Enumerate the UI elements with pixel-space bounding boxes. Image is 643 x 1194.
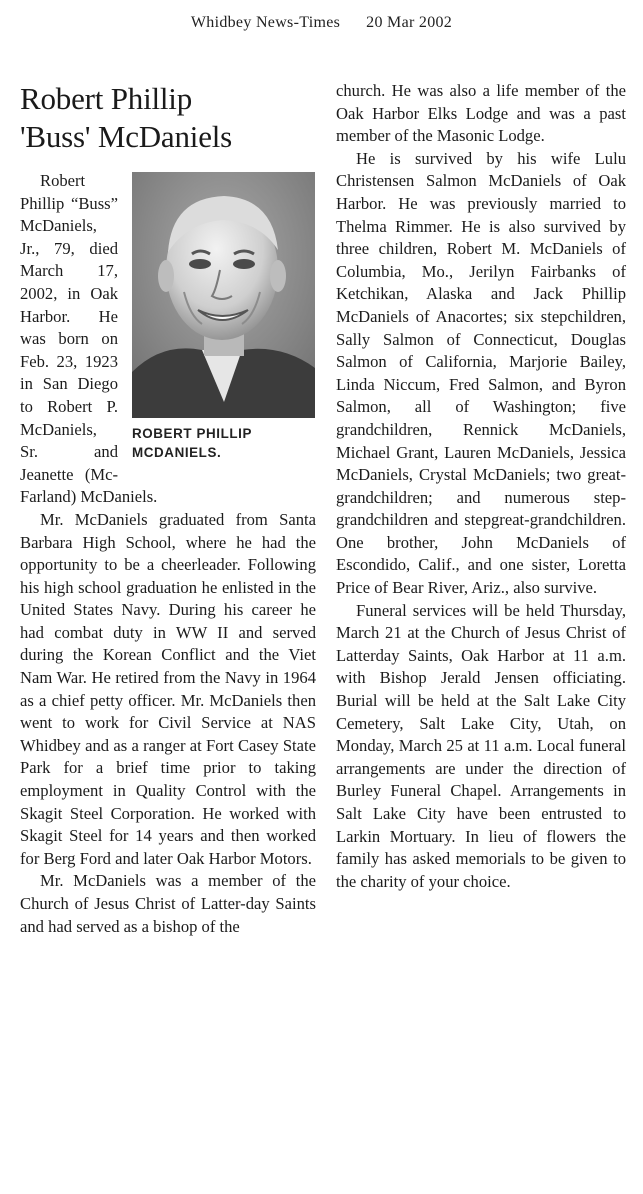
obituary-headline [20, 80, 316, 156]
body-paragraph: Robert Phillip “Buss” McDaniels, Jr., 79, died March 17, 2002, in Oak Harbor. He was born on Feb. 23, 1923 in San Diego to Robert P. McDaniels, Sr. and Jeanette (McFarland) McDaniels. [20, 171, 158, 507]
article-column-left [20, 80, 316, 938]
body-paragraph: Funeral services will be held Thursday, March 21 at the Church of Jesus Christ of Latterday Saints, Oak Harbor at 11 a.m. with Bishop Jerald Jensen officiating. Burial will be held at the Salt Lake City Cemetery, Salt Lake City, Utah, on Monday, March 25 at 11 a.m. Local funeral arrangements are under the direction of Burley Funeral Chapel. Arrangements in Salt Lake City have been entrusted to Larkin Mortuary. In lieu of flowers the family has asked memorials to be given to the charity of your choice. [336, 600, 626, 891]
photo-caption [128, 424, 320, 462]
article-column-right [336, 80, 626, 893]
portrait-photo [132, 172, 315, 418]
publication-date: 20 Mar 2002 [366, 14, 453, 31]
body-paragraph: church. He was also a life member of the Oak Harbor Elks Lodge and was a past member of the Masonic Lodge. [336, 81, 626, 146]
publication-name: Whidbey News-Times [190, 14, 341, 31]
headline-line-1: Robert Phillip [20, 81, 193, 116]
body-paragraph: Mr. McDaniels graduated from Santa Barbara High School, where he had the opportunity to be a cheerleader. Following his high school graduation he enlisted in the United States Navy. During his career he had combat duty in WW II and served during the Korean Conflict and the Viet Nam War. He retired from the Navy in 1964 as a chief petty officer. Mr. McDaniels then went to work for Civil Service at NAS Whidbey and as a ranger at Fort Casey State Park for a brief time prior to taking employment in Quality Control with the Skagit Steel Corporation. He worked with Skagit Steel for 14 years and then worked for Berg Ford and later Oak Harbor Motors. [20, 509, 316, 868]
headline-line-2: 'Buss' McDaniels [20, 119, 233, 154]
body-paragraph: Mr. McDaniels was a member of the Church of Jesus Christ of Latter-day Saints and had served as a bishop of the [20, 871, 316, 936]
body-paragraph: He is survived by his wife Lulu Christensen Salmon McDaniels of Oak Harbor. He was previously married to Thelma Rimmer. He is also survived by three children, Robert M. McDaniels of Columbia, Mo., Jerilyn Fairbanks of Ketchikan, Alaska and Jack Phillip McDaniels of Anacortes; six stepchildren, Sally Salmon of Connecticut, Douglas Salmon of California, Marjorie Bailey, Linda Niccum, Fred Salmon, and Byron Salmon, all of Washington; five grandchildren, Rennick McDaniels, Michael Grant, Lauren McDaniels, Jessica McDaniels, Crystal McDaniels; two greatgrandchildren; and numerous step-grandchildren and stepgreat-grandchildren. One brother, John McDaniels of Escondido, Calif., and one sister, Loretta Price of Bear River, Ariz., also survive. [336, 148, 626, 598]
masthead [0, 14, 643, 32]
portrait-block [128, 172, 320, 460]
portrait-image [132, 172, 315, 418]
caption-line-2: MCDANIELS. [132, 445, 222, 460]
caption-line-1: ROBERT PHILLIP [132, 426, 252, 441]
